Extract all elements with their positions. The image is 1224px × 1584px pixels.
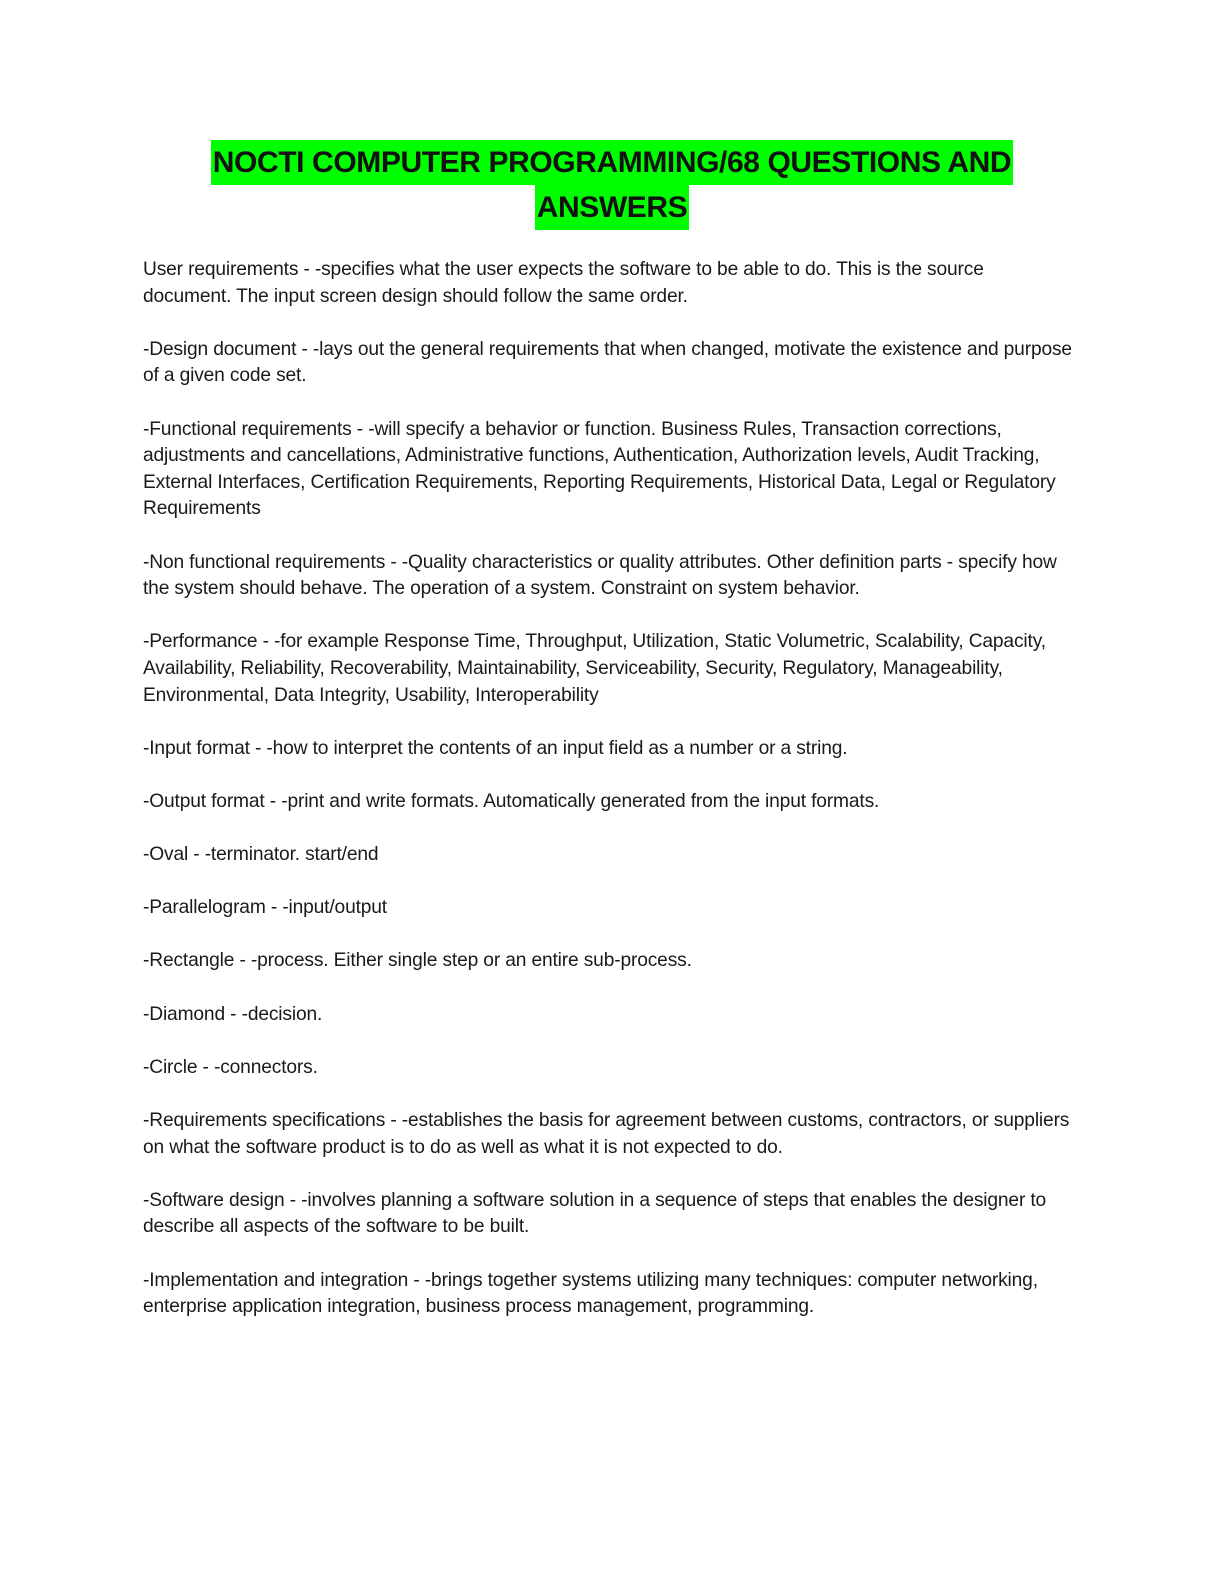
qa-entry-user-requirements: User requirements - -specifies what the user expects the software to be able to do. This is the source document. The input screen design should follow the same order. bbox=[143, 259, 984, 307]
document-title bbox=[140, 140, 1084, 230]
qa-entry-parallelogram: -Parallelogram - -input/output bbox=[143, 897, 387, 919]
qa-entry-requirements-specifications: -Requirements specifications - -establishes the basis for agreement between customs, contractors, or suppliers on what the software product is to do as well as what it is not expected to do. bbox=[143, 1110, 1070, 1158]
qa-entry-oval: -Oval - -terminator. start/end bbox=[143, 844, 379, 866]
qa-entry-diamond: -Diamond - -decision. bbox=[143, 1003, 323, 1025]
qa-entry-performance: -Performance - -for example Response Time, Throughput, Utilization, Static Volumetric, Scalability, Capacity, Availability, Reliability, Recoverability, Maintainability, Serviceability, Security, Regulatory, Manageability, Environmental, Data Integrity, Usability, Interoperability bbox=[143, 631, 1046, 706]
qa-entry-non-functional-requirements: -Non functional requirements - -Quality characteristics or quality attributes. Other definition parts - specify how the system should behave. The operation of a system. Constraint on system behavior. bbox=[143, 551, 1057, 600]
qa-entry-design-document: -Design document - -lays out the general requirements that when changed, motivate the existence and purpose of a given code set. bbox=[143, 338, 1072, 387]
qa-entry-functional-requirements: -Functional requirements - -will specify a behavior or function. Business Rules, Transaction corrections, adjustments and cancellations, Administrative functions, Authentication, Authorization levels, Audit Tracking, External Interfaces, Certification Requirements, Reporting Requirements, Historical Data, Legal or Regulatory Requirements bbox=[143, 418, 1056, 520]
qa-entry-software-design: -Software design - -involves planning a software solution in a sequence of steps that enables the designer to describe all aspects of the software to be built. bbox=[143, 1189, 1047, 1238]
title-line-1: NOCTI COMPUTER PROGRAMMING/68 QUESTIONS AND bbox=[211, 140, 1013, 185]
qa-entry-rectangle: -Rectangle - -process. Either single step or an entire sub-process. bbox=[143, 950, 692, 972]
qa-entry-implementation-integration: -Implementation and integration - -brings together systems utilizing many techniques: computer networking, enterprise application integration, business process management, programming. bbox=[143, 1269, 1038, 1318]
qa-entry-output-format: -Output format - -print and write formats. Automatically generated from the input formats. bbox=[143, 790, 880, 812]
qa-entry-circle: -Circle - -connectors. bbox=[143, 1056, 318, 1078]
title-line-2: ANSWERS bbox=[535, 185, 690, 230]
qa-list bbox=[143, 257, 1073, 1347]
qa-entry-input-format: -Input format - -how to interpret the contents of an input field as a number or a string. bbox=[143, 737, 848, 759]
